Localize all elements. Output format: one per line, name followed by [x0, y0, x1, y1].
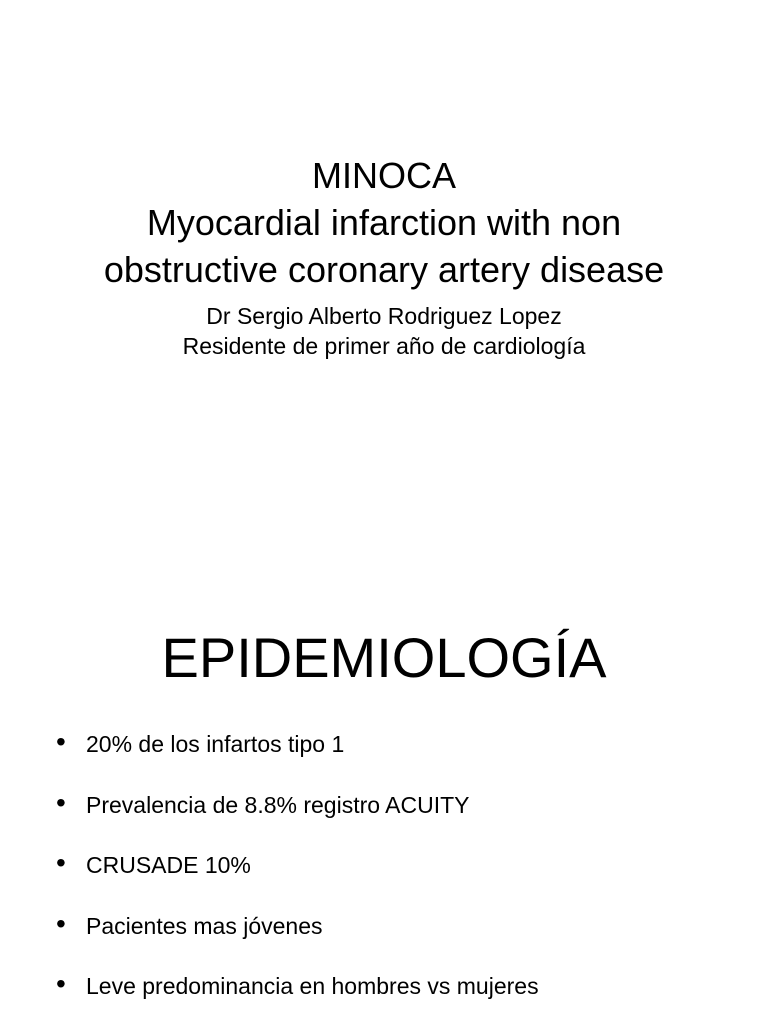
slide-subtitle: [0, 301, 768, 361]
bullet-icon: •: [56, 786, 66, 818]
author-name: Dr Sergio Alberto Rodriguez Lopez: [206, 303, 562, 329]
bullet-text: 20% de los infartos tipo 1: [86, 731, 345, 757]
slide-title: [0, 152, 768, 293]
section-heading: EPIDEMIOLOGÍA: [161, 626, 607, 689]
title-line-1: MINOCA: [312, 155, 456, 196]
bullet-text: CRUSADE 10%: [86, 852, 251, 878]
bullet-text: Leve predominancia en hombres vs mujeres: [86, 973, 539, 999]
epidemiology-slide: [0, 576, 768, 1024]
bullet-text: Prevalencia de 8.8% registro ACUITY: [86, 791, 470, 818]
bullet-icon: •: [56, 907, 66, 939]
bullet-icon: •: [56, 726, 66, 757]
title-line-2: Myocardial infarction with non: [146, 202, 622, 243]
author-role: Residente de primer año de cardiología: [182, 333, 586, 359]
bullet-icon: •: [56, 847, 66, 878]
bullet-text: Pacientes mas jóvenes: [86, 912, 323, 939]
bullet-icon: •: [56, 968, 66, 999]
title-line-3: obstructive coronary artery disease: [103, 249, 665, 290]
